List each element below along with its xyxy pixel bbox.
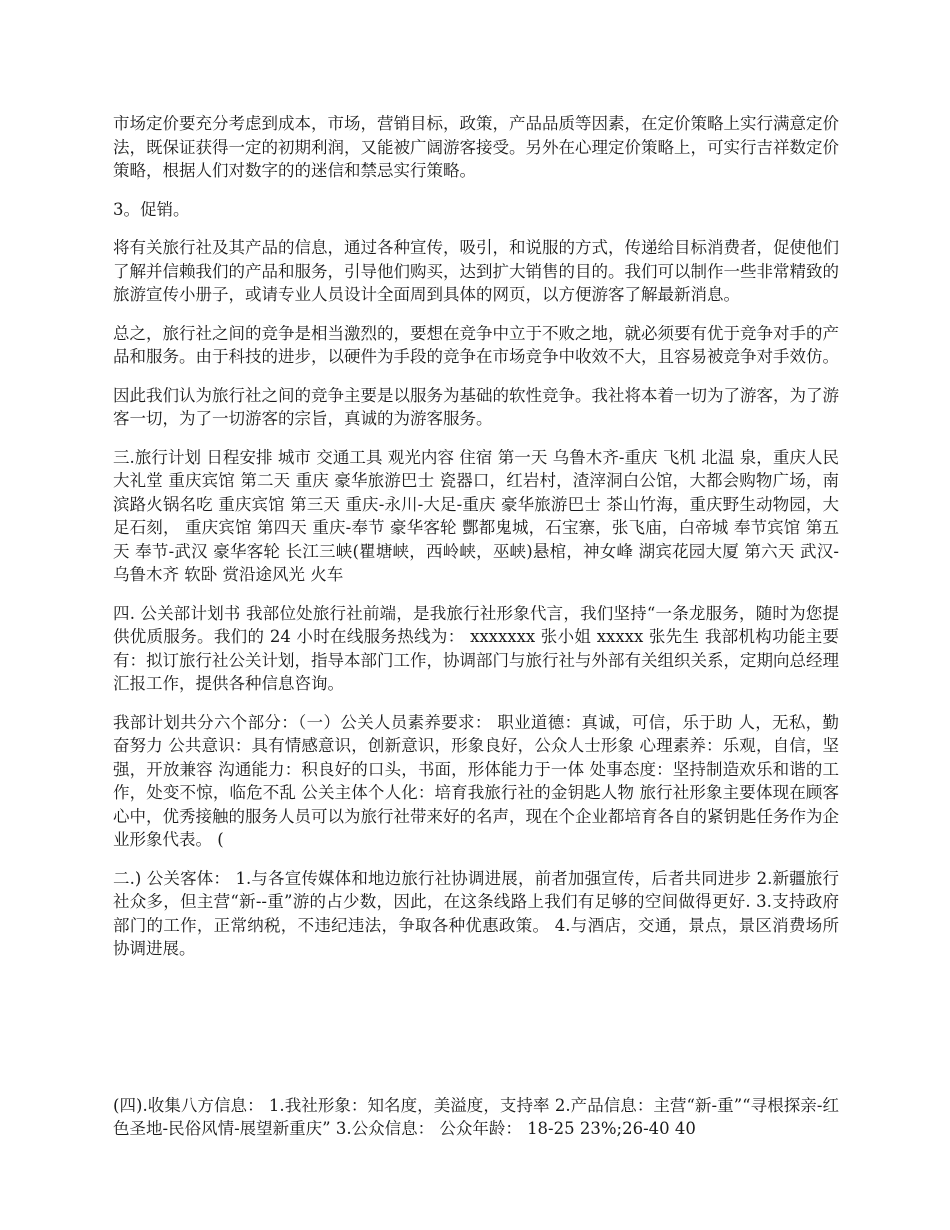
paragraph-promotion-heading: 3。促销。 [113,199,190,219]
paragraph-pricing-strategy: 市场定价要充分考虑到成本，市场，营销目标，政策，产品品质等因素，在定价策略上实行满意定价法，既保证获得一定的初期利润，又能被广阔游客接受。另外在心理定价策略上，可实行吉祥数定价策略，根据人们对数字的的迷信和禁忌实行策略。 [113,114,839,180]
paragraph-pr-staff-requirements: 我部计划共分六个部分：（一）公关人员素养要求： 职业道德：真诚，可信，乐于助 人，无私，勤奋努力 公共意识：具有情感意识，创新意识，形象良好，公众人士形象 心理素养：乐观，自信，坚强，开放兼容 沟通能力：积良好的口头，书面，形体能力于一体 处事态度：坚持制造欢乐和谐的工作，处变不惊，临危不乱 公关主体个人化：培育我旅行社的金钥匙人物 旅行社形象主要体现在顾客心中，优秀接触的服务人员可以为旅行社带来好的名声，现在个企业都培育各自的紧钥匙任务作为企业形象代表。 ( [113,712,839,849]
paragraph-promotion: 将有关旅行社及其产品的信息，通过各种宣传，吸引，和说服的方式，传递给目标消费者，促使他们了解并信赖我们的产品和服务，引导他们购买，达到扩大销售的目的。我们可以制作一些非常精致的旅游宣传小册子，或请专业人员设计全面周到具体的网页，以方便游客了解最新消息。 [113,238,839,304]
paragraph-pr-objects: 二.) 公关客体： 1.与各宣传媒体和地边旅行社协调进展，前者加强宣传，后者共同进步 2.新疆旅行社众多，但主营“新--重”游的占少数，因此，在这条线路上我们有足够的空间做得更好. 3.支持政府部门的工作，正常纳税，不违纪违法，争取各种优惠政策。 4.与酒店，交通，景点，景区消费场所协调进展。 [113,868,839,958]
blank-space [113,976,839,1094]
paragraph-pr-department: 四. 公关部计划书 我部位处旅行社前端，是我旅行社形象代言，我们坚持“一条龙服务，随时为您提供优质服务。我们的 24 小时在线服务热线为： xxxxxxx 张小姐 xxxxx 张先生 我部机构功能主要有：拟订旅行社公关计划，指导本部门工作，协调部门与旅行社与外部有关组织关系，定期向总经理汇报工作，提供各种信息咨询。 [113,603,839,693]
paragraph-information-collection: (四).收集八方信息： 1.我社形象：知名度，美溢度，支持率 2.产品信息：主营“新-重”“寻根探亲-红色圣地-民俗风情-展望新重庆” 3.公众信息： 公众年龄： 18-25 23%;26-40 40 [113,1095,839,1138]
paragraph-travel-plan: 三.旅行计划 日程安排 城市 交通工具 观光内容 住宿 第一天 乌鲁木齐-重庆 飞机 北温 泉，重庆人民大礼堂 重庆宾馆 第二天 重庆 豪华旅游巴士 瓷器口，红岩村，渣滓洞白公馆，大都会购物广场，南滨路火锅名吃 重庆宾馆 第三天 重庆-永川-大足-重庆 豪华旅游巴士 茶山竹海，重庆野生动物园，大足石刻， 重庆宾馆 第四天 重庆-奉节 豪华客轮 酆都鬼城，石宝寨，张飞庙，白帝城 奉节宾馆 第五天 奉节-武汉 豪华客轮 长江三峡(瞿塘峡，西岭峡，巫峡)悬棺，神女峰 湖宾花园大厦 第六天 武汉-乌鲁木齐 软卧 赏沿途风光 火车 [113,447,839,584]
document-page [113,112,839,1156]
paragraph-competition-summary: 总之，旅行社之间的竞争是相当激烈的，要想在竞争中立于不败之地，就必须要有优于竞争对手的产品和服务。由于科技的进步，以硬件为手段的竞争在市场竞争中收效不大，且容易被竞争对手效仿。 [113,323,839,366]
paragraph-service-competition: 因此我们认为旅行社之间的竞争主要是以服务为基础的软性竞争。我社将本着一切为了游客，为了游客一切，为了一切游客的宗旨，真诚的为游客服务。 [113,385,839,428]
